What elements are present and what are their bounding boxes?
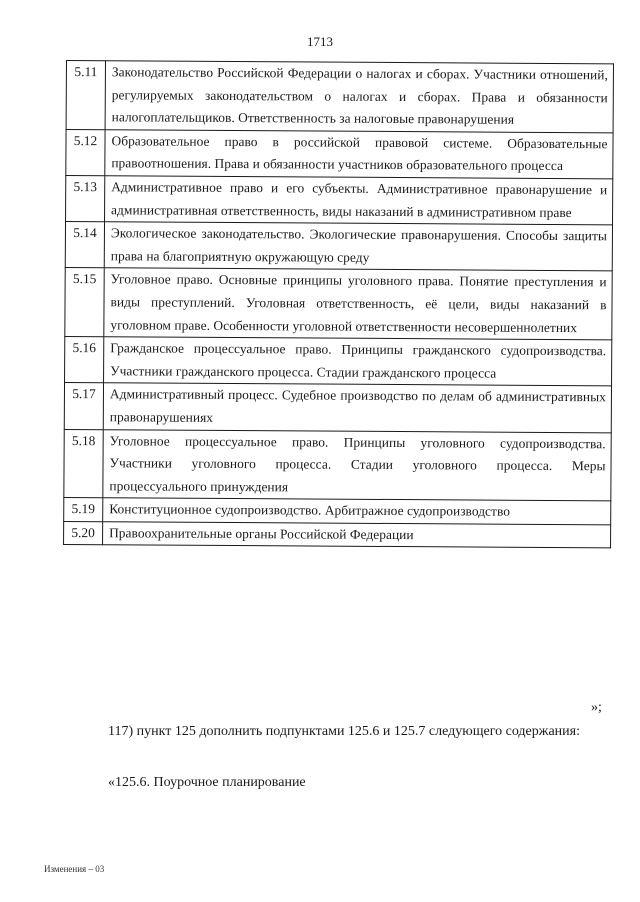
- row-text: Уголовное право. Основные принципы уголовного права. Понятие преступления и виды преступлений. Уголовная ответственность, её цели, виды наказаний в уголовном праве. Особенности уголовной ответственности несовершеннолетних: [104, 268, 612, 340]
- row-number: 5.18: [64, 429, 103, 498]
- table-row: [64, 498, 611, 525]
- row-number: 5.13: [66, 175, 105, 221]
- row-number: 5.20: [64, 521, 103, 545]
- table-row: [64, 429, 611, 501]
- row-text: Образовательное право в российской правовой системе. Образовательные правоотношения. Права и обязанности участников образовательного процесса: [105, 130, 613, 179]
- table-row: [64, 521, 611, 548]
- row-text: Правоохранительные органы Российской Федерации: [103, 522, 611, 549]
- row-number: 5.14: [65, 222, 104, 268]
- topics-table: [63, 60, 614, 549]
- table-row: [65, 268, 612, 340]
- row-text: Законодательство Российской Федерации о налогах и сборах. Участники отношений, регулируемых законодательством о налогах и сборах. Права и обязанности налогоплательщиков. Ответственность за налоговые правонарушения: [105, 61, 613, 133]
- closing-quote-mark: »;: [591, 700, 602, 715]
- row-text: Конституционное судопроизводство. Арбитражное судопроизводство: [103, 498, 611, 525]
- page-number: 1713: [307, 34, 333, 49]
- row-text: Уголовное процессуальное право. Принципы уголовного судопроизводства. Участники уголовного процесса. Стадии уголовного процесса. Меры процессуального принуждения: [103, 429, 611, 501]
- row-number: 5.16: [65, 337, 104, 383]
- row-number: 5.12: [66, 129, 105, 175]
- row-text: Гражданское процессуальное право. Принципы гражданского судопроизводства. Участники гражданского процесса. Стадии гражданского процесса: [104, 337, 612, 386]
- amendment-paragraph: 117) пункт 125 дополнить подпунктами 125.6 и 125.7 следующего содержания:: [108, 724, 580, 739]
- footer-revision-note: Изменения – 03: [44, 864, 105, 874]
- table-row: [64, 383, 611, 433]
- table-row: [66, 61, 613, 133]
- row-text: Экологическое законодательство. Экологические правонарушения. Способы защиты права на благоприятную окружающую среду: [104, 222, 612, 271]
- table-row: [65, 222, 612, 272]
- row-number: 5.17: [64, 383, 103, 429]
- table-row: [66, 175, 613, 225]
- topics-table-body: [64, 61, 614, 549]
- row-text: Административное право и его субъекты. Административное правонарушение и административная ответственность, виды наказаний в административном праве: [105, 176, 613, 225]
- table-row: [66, 129, 613, 179]
- row-text: Административный процесс. Судебное производство по делам об административных правонарушениях: [103, 383, 611, 432]
- row-number: 5.15: [65, 268, 104, 337]
- row-number: 5.11: [66, 61, 105, 130]
- row-number: 5.19: [64, 498, 103, 522]
- table-row: [65, 337, 612, 387]
- subsection-heading: «125.6. Поурочное планирование: [108, 775, 306, 790]
